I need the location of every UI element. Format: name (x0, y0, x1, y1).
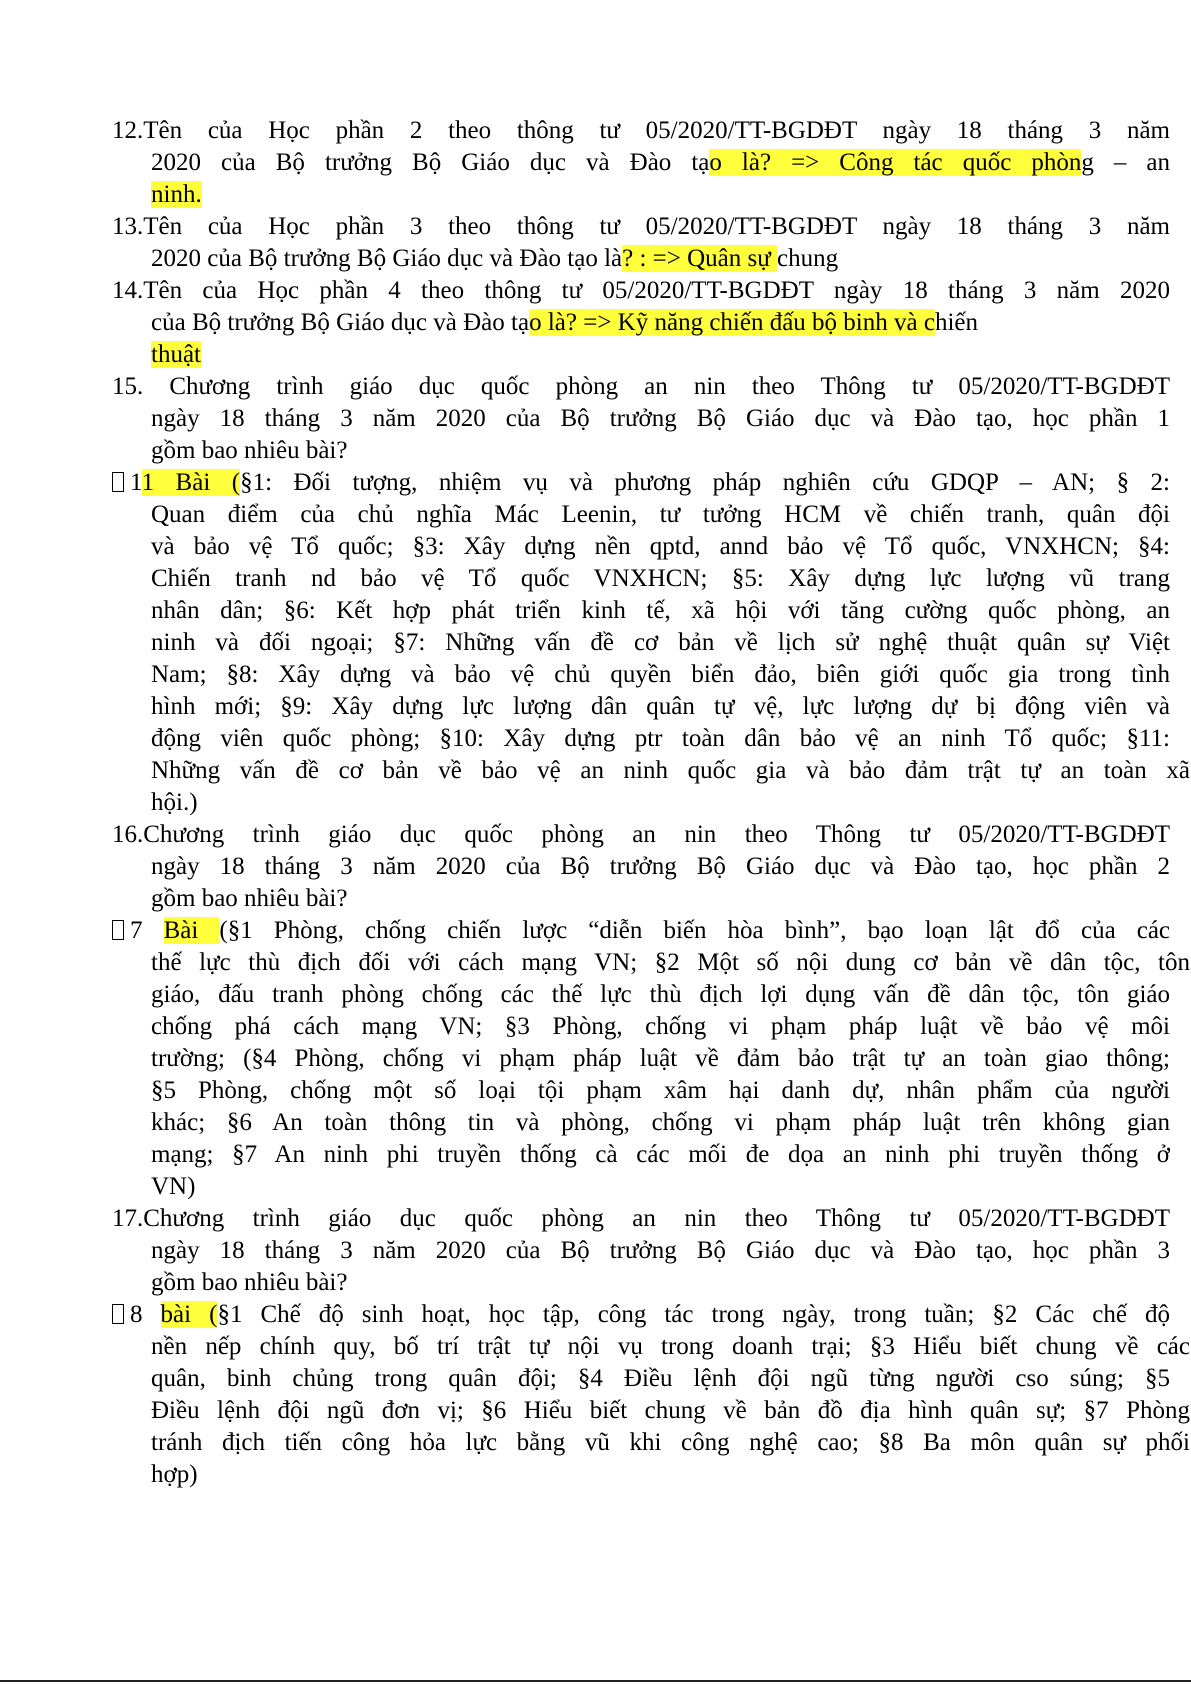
text-run: Chiến tranh nd bảo vệ Tổ quốc VNXHCN; §5: Xây dựng lực lượng vũ trang (151, 565, 1170, 592)
page-bottom-rule (0, 1680, 1191, 1682)
text-run: Những vấn đề cơ bản về bảo vệ an ninh quốc gia và bảo đảm trật tự an toàn xã (151, 757, 1190, 784)
highlighted-text: bài ( (160, 1301, 218, 1328)
text-run: 1 (130, 469, 142, 496)
text-run: ngày 18 tháng 3 năm 2020 của Bộ trưởng Bộ Giáo dục và Đào tạo, học phần 2 (151, 853, 1170, 880)
text-line (151, 179, 1170, 211)
text-line (151, 243, 1170, 275)
text-line (151, 1107, 1170, 1139)
text-run: của Bộ trưởng Bộ Giáo dục và Đào tạ (151, 309, 530, 336)
text-line (151, 1043, 1170, 1075)
text-line (151, 947, 1190, 979)
text-run: thế lực thù địch đối với cách mạng VN; §2 Một số nội dung cơ bản về dân tộc, tôn (151, 949, 1190, 976)
text-run: VN) (151, 1173, 196, 1200)
text-line (151, 1171, 1170, 1203)
text-line (151, 755, 1190, 787)
text-line (151, 403, 1170, 435)
text-run: hiến (934, 309, 978, 336)
text-run: hội.) (151, 789, 198, 816)
text-line (151, 1011, 1170, 1043)
text-line (112, 915, 1170, 947)
highlighted-text: ? : => Quân sự (622, 245, 778, 272)
text-run: Nam; §8: Xây dựng và bảo vệ chủ quyền biển đảo, biên giới quốc gia trong tình (151, 661, 1170, 688)
highlighted-text: Bài (163, 917, 220, 944)
text-run: 2020 của Bộ trưởng Bộ Giáo dục và Đào tạo là (151, 245, 623, 272)
text-line (151, 1139, 1170, 1171)
text-run: g – an (1081, 149, 1170, 176)
text-run: chống phá cách mạng VN; §3 Phòng, chống vi phạm pháp luật về bảo vệ môi (151, 1013, 1170, 1040)
text-line (112, 1203, 1170, 1235)
text-run: mạng; §7 An ninh phi truyền thống cà các mối đe dọa an ninh phi truyền thống ở (151, 1141, 1170, 1168)
text-line (151, 979, 1170, 1011)
text-run: nhân dân; §6: Kết hợp phát triển kinh tế, xã hội với tăng cường quốc phòng, an (151, 597, 1170, 624)
text-run: chung (777, 245, 839, 272)
text-line (151, 627, 1170, 659)
text-run: trường; (§4 Phòng, chống vi phạm pháp luật về đảm bảo trật tự an toàn giao thông; (151, 1045, 1170, 1072)
text-run: 17.Chương trình giáo dục quốc phòng an nin theo Thông tư 05/2020/TT-BGDĐT (112, 1205, 1170, 1232)
text-run: 2020 của Bộ trưởng Bộ Giáo dục và Đào tạ (151, 149, 710, 176)
text-line (151, 531, 1170, 563)
text-run: quân, binh chủng trong quân đội; §4 Điều lệnh đội ngũ từng người cso súng; §5 (151, 1365, 1170, 1392)
text-run: 8 (130, 1301, 161, 1328)
text-line (151, 435, 1170, 467)
text-line (151, 499, 1170, 531)
text-line (151, 883, 1170, 915)
text-run: 12.Tên của Học phần 2 theo thông tư 05/2020/TT-BGDĐT ngày 18 tháng 3 năm (112, 117, 1170, 144)
text-run: và bảo vệ Tổ quốc; §3: Xây dựng nền qptd, annd bảo vệ Tổ quốc, VNXHCN; §4: (151, 533, 1170, 560)
text-run: nền nếp chính quy, bố trí trật tự nội vụ trong doanh trại; §3 Hiểu biết chung về các (151, 1333, 1190, 1360)
text-run: ninh và đối ngoại; §7: Những vấn đề cơ bản về lịch sử nghệ thuật quân sự Việt (151, 629, 1170, 656)
text-line (151, 1235, 1170, 1267)
text-line (112, 1299, 1170, 1331)
text-run: gồm bao nhiêu bài? (151, 1269, 348, 1296)
text-line (151, 691, 1170, 723)
text-line (151, 1395, 1190, 1427)
text-run: §1: Đối tượng, nhiệm vụ và phương pháp nghiên cứu GDQP – AN; § 2: (240, 469, 1170, 496)
text-line (151, 307, 1170, 339)
list-bullet-icon (112, 1304, 124, 1324)
text-run: khác; §6 An toàn thông tin và phòng, chống vi phạm pháp luật trên không gian (151, 1109, 1170, 1136)
text-run: gồm bao nhiêu bài? (151, 437, 348, 464)
text-run: §5 Phòng, chống một số loại tội phạm xâm hại danh dự, nhân phẩm của người (151, 1077, 1170, 1104)
highlighted-text: o là? => Công tác quốc phòn (709, 149, 1082, 176)
text-run: (§1 Phòng, chống chiến lược “diễn biến hòa bình”, bạo loạn lật đổ của các (219, 917, 1170, 944)
text-line (151, 339, 1170, 371)
text-line (151, 787, 1170, 819)
list-bullet-icon (112, 920, 124, 940)
text-run: Điều lệnh đội ngũ đơn vị; §6 Hiểu biết chung về bản đồ địa hình quân sự; §7 Phòng (151, 1397, 1190, 1424)
text-run: Quan điểm của chủ nghĩa Mác Leenin, tư tưởng HCM về chiến tranh, quân đội (151, 501, 1170, 528)
text-run: §1 Chế độ sinh hoạt, học tập, công tác trong ngày, trong tuần; §2 Các chế độ (217, 1301, 1170, 1328)
text-run: 7 (130, 917, 164, 944)
text-line (112, 819, 1170, 851)
text-line (112, 115, 1170, 147)
text-run: hợp) (151, 1461, 198, 1488)
text-line (151, 1363, 1170, 1395)
text-line (112, 211, 1170, 243)
text-run: hình mới; §9: Xây dựng lực lượng dân quân tự vệ, lực lượng dự bị động viên và (151, 693, 1170, 720)
text-line (151, 723, 1170, 755)
text-run: gồm bao nhiêu bài? (151, 885, 348, 912)
text-run: 15. Chương trình giáo dục quốc phòng an nin theo Thông tư 05/2020/TT-BGDĐT (112, 373, 1170, 400)
highlighted-text: ninh. (151, 181, 202, 208)
text-line (112, 467, 1170, 499)
text-line (151, 1075, 1170, 1107)
highlighted-text: thuật (151, 341, 201, 368)
text-line (151, 1267, 1170, 1299)
text-run: động viên quốc phòng; §10: Xây dựng ptr toàn dân bảo vệ an ninh Tổ quốc; §11: (151, 725, 1170, 752)
text-run: ngày 18 tháng 3 năm 2020 của Bộ trưởng Bộ Giáo dục và Đào tạo, học phần 1 (151, 405, 1170, 432)
list-bullet-icon (112, 472, 124, 492)
text-run: giáo, đấu tranh phòng chống các thế lực thù địch lợi dụng vấn đề dân tộc, tôn giáo (151, 981, 1170, 1008)
text-line (112, 275, 1170, 307)
text-line (151, 595, 1170, 627)
text-run: tránh địch tiến công hỏa lực bằng vũ khi công nghệ cao; §8 Ba môn quân sự phối (151, 1429, 1190, 1456)
text-line (151, 659, 1170, 691)
text-line (151, 851, 1170, 883)
text-line (151, 1459, 1170, 1491)
highlighted-text: o là? => Kỹ năng chiến đấu bộ binh và c (529, 309, 935, 336)
text-run: ngày 18 tháng 3 năm 2020 của Bộ trưởng Bộ Giáo dục và Đào tạo, học phần 3 (151, 1237, 1170, 1264)
text-run: 13.Tên của Học phần 3 theo thông tư 05/2020/TT-BGDĐT ngày 18 tháng 3 năm (112, 213, 1170, 240)
text-line (151, 1331, 1190, 1363)
text-line (151, 147, 1170, 179)
text-line (151, 1427, 1190, 1459)
text-line (112, 371, 1170, 403)
text-run: 16.Chương trình giáo dục quốc phòng an nin theo Thông tư 05/2020/TT-BGDĐT (112, 821, 1170, 848)
highlighted-text: 1 Bài ( (141, 469, 241, 496)
text-line (151, 563, 1170, 595)
text-run: 14.Tên của Học phần 4 theo thông tư 05/2020/TT-BGDĐT ngày 18 tháng 3 năm 2020 (112, 277, 1170, 304)
